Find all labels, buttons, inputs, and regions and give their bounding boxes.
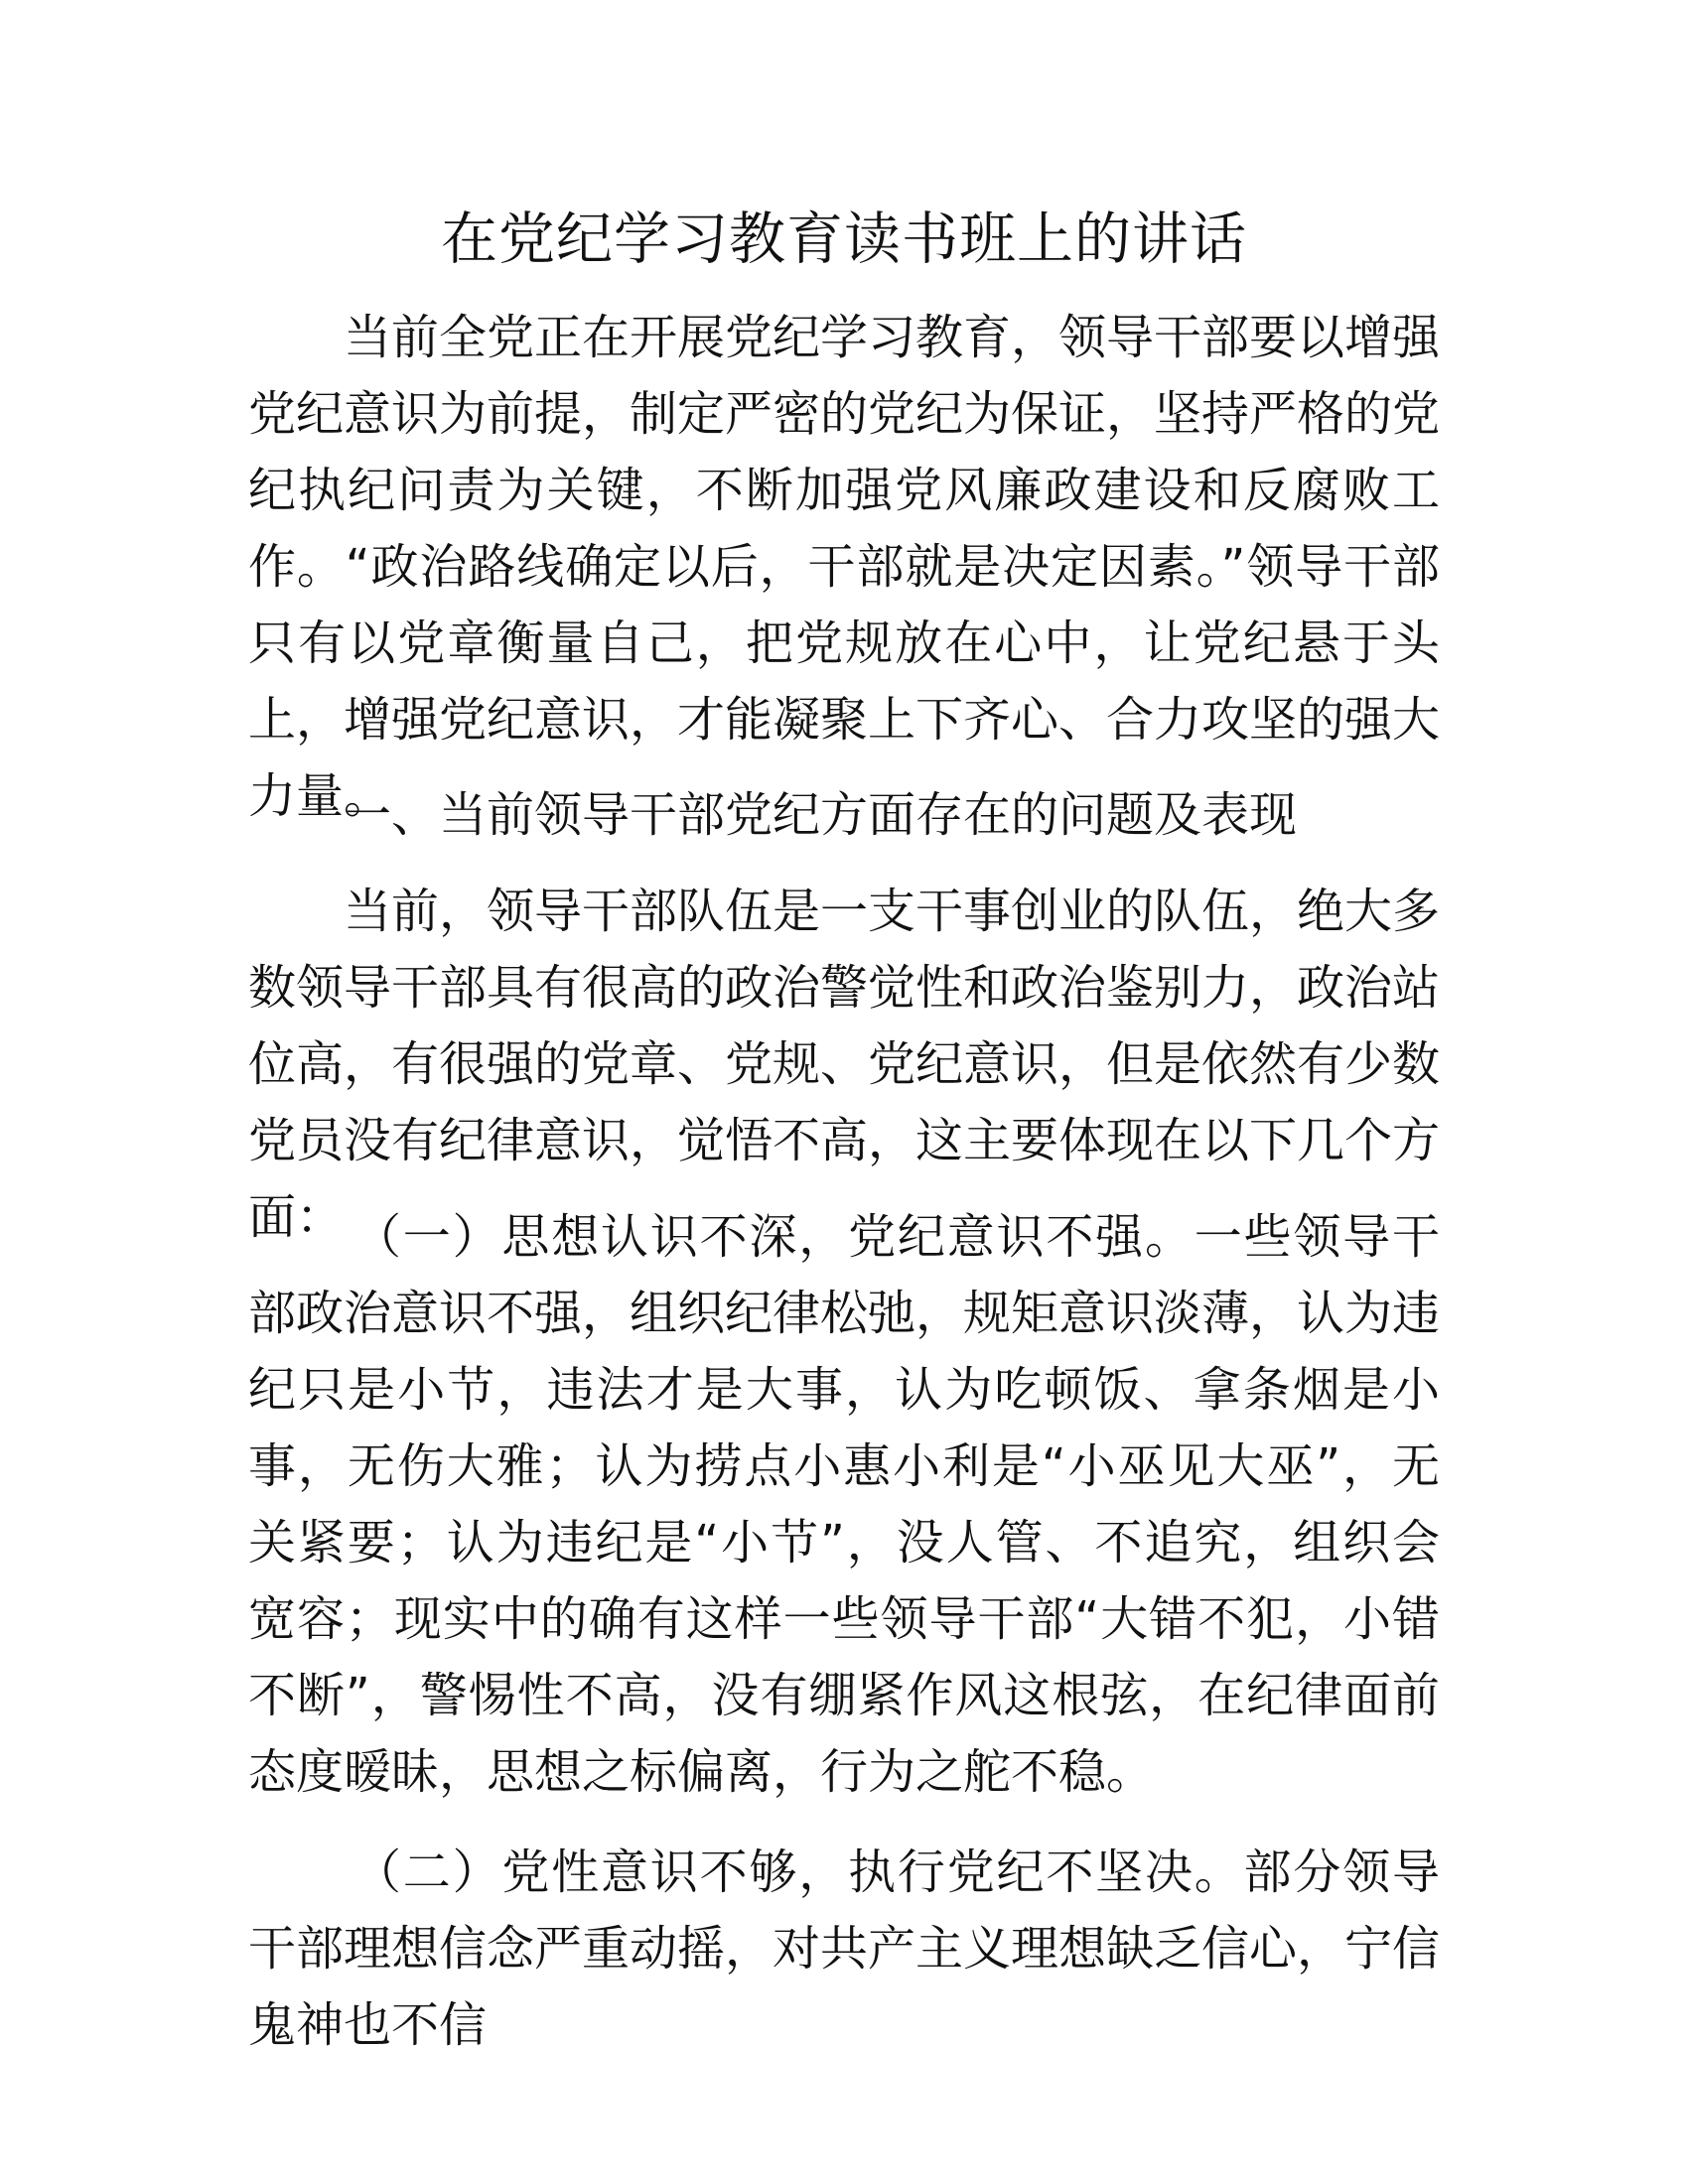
item-paragraph-2: （二）党性意识不够，执行党纪不坚决。部分领导干部理想信念严重动摇，对共产主义理想缺乏信心，宁信鬼神也不信 <box>248 1844 1441 2053</box>
item-paragraph-1: （一）思想认识不深，党纪意识不强。一些领导干部政治意识不强，组织纪律松弛，规矩意识淡薄，认为违纪只是小节，违法才是大事，认为吃顿饭、拿条烟是小事，无伤大雅；认为捞点小惠小利是“小巫见大巫”，无关紧要；认为违纪是“小节”，没人管、不追究，组织会宽容；现实中的确有这样一些领导干部“大错不犯，小错不断”，警惕性不高，没有绷紧作风这根弦，在纪律面前态度暧昧，思想之标偏离，行为之舵不稳。 <box>248 1209 1441 1800</box>
section-intro-paragraph: 当前，领导干部队伍是一支干事创业的队伍，绝大多数领导干部具有很高的政治警觉性和政治鉴别力，政治站位高，有很强的党章、党规、党纪意识，但是依然有少数党员没有纪律意识，觉悟不高，这主要体现在以下几个方面： <box>248 884 1441 1245</box>
document-title: 在党纪学习教育读书班上的讲话 <box>441 206 1247 272</box>
section-heading: 一、当前领导干部党纪方面存在的问题及表现 <box>344 787 1298 843</box>
intro-paragraph: 当前全党正在开展党纪学习教育，领导干部要以增强党纪意识为前提，制定严密的党纪为保证，坚持严格的党纪执纪问责为关键，不断加强党风廉政建设和反腐败工作。“政治路线确定以后，干部就是决定因素。”领导干部只有以党章衡量自己，把党规放在心中，让党纪悬于头上，增强党纪意识，才能凝聚上下齐心、合力攻坚的强大力量。 <box>248 310 1441 824</box>
